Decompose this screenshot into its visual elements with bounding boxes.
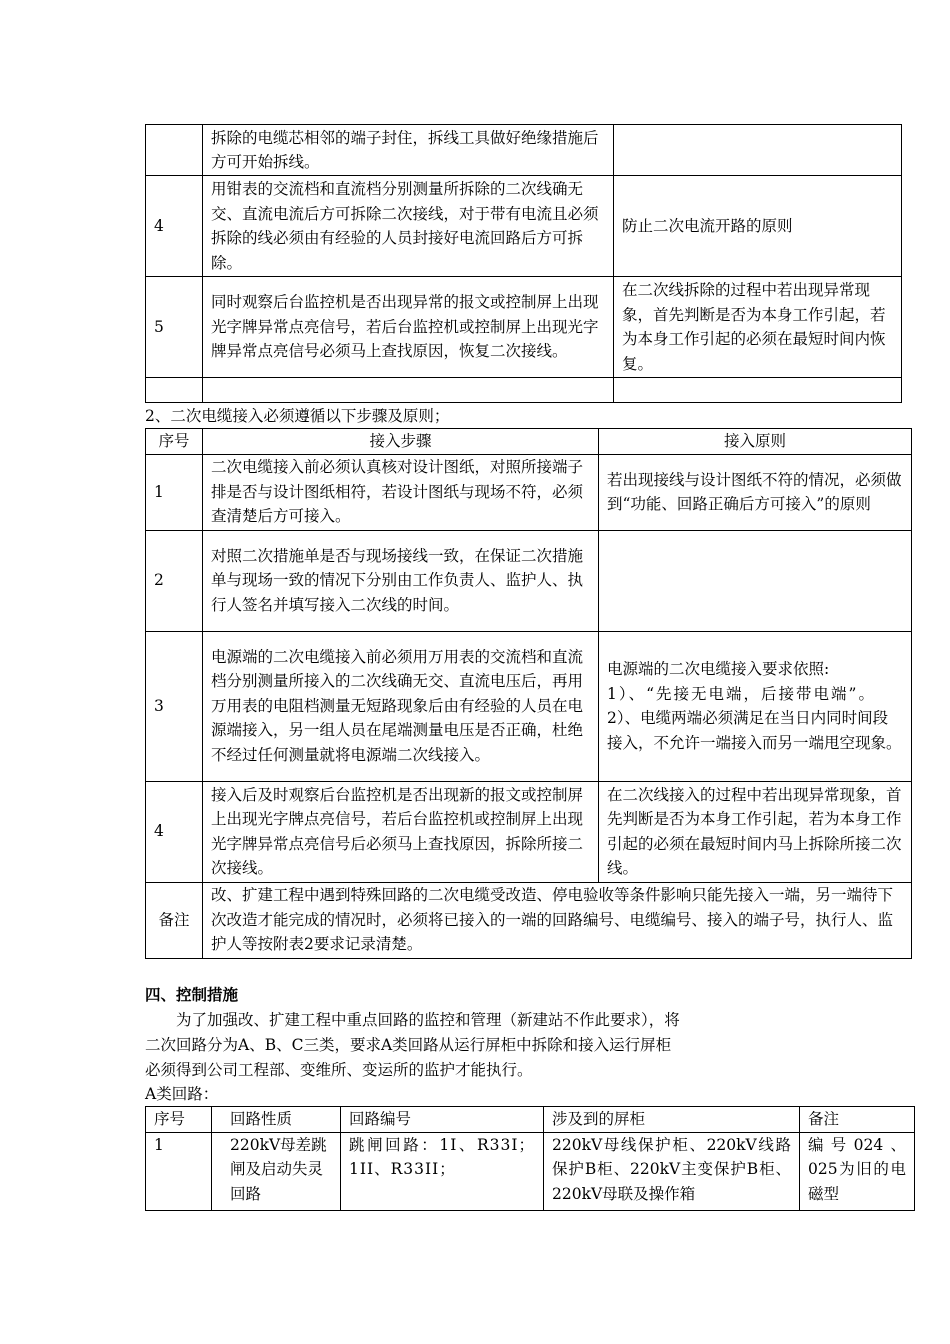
principle-cell: 若出现接线与设计图纸不符的情况，必须做到“功能、回路正确后方可接入”的原则 bbox=[599, 454, 912, 530]
table-header-row bbox=[146, 429, 912, 455]
principle-cell bbox=[614, 125, 902, 176]
header-step: 接入步骤 bbox=[203, 429, 599, 455]
step-cell: 电源端的二次电缆接入前必须用万用表的交流档和直流档分别测量所接入的二次线确无交、直流电压后，再用万用表的电阻档测量无短路现象后由有经验的人员在电源端接入，另一组人员在尾端测量电压是否正确，杜绝不经过任何测量就将电源端二次线接入。 bbox=[203, 631, 599, 781]
row-number: 4 bbox=[146, 781, 203, 882]
principle-cell: 在二次线接入的过程中若出现异常现象，首先判断是否为本身工作引起，若为本身工作引起的必须在最短时间内马上拆除所接二次线。 bbox=[599, 781, 912, 882]
row-number: 4 bbox=[146, 176, 203, 277]
paragraph-line: 必须得到公司工程部、变维所、变运所的监护才能执行。 bbox=[145, 1061, 533, 1079]
nature-cell: 220kV母差跳闸及启动失灵回路 bbox=[212, 1132, 341, 1210]
remark-label: 备注 bbox=[146, 882, 203, 958]
section-4-title: 四、控制措施 bbox=[145, 986, 239, 1004]
header-no: 序号 bbox=[146, 429, 203, 455]
principle-cell: 在二次线拆除的过程中若出现异常现象，首先判断是否为本身工作引起，若为本身工作引起的必须在最短时间内恢复。 bbox=[614, 277, 902, 378]
step-cell: 二次电缆接入前必须认真核对设计图纸，对照所接端子排是否与设计图纸相符，若设计图纸与现场不符，必须查清楚后方可接入。 bbox=[203, 454, 599, 530]
step-cell: 用钳表的交流档和直流档分别测量所拆除的二次线确无交、直流电流后方可拆除二次接线，对于带有电流且必须拆除的线必须由有经验的人员封接好电流回路后方可拆除。 bbox=[203, 176, 614, 277]
principle-cell: 防止二次电流开路的原则 bbox=[614, 176, 902, 277]
principle-cell bbox=[599, 631, 912, 781]
table-row bbox=[146, 781, 912, 882]
table-row bbox=[146, 1132, 915, 1210]
a-class-circuits-table bbox=[145, 1106, 915, 1211]
principle-line: 电源端的二次电缆接入要求依照: bbox=[607, 660, 830, 678]
table-row bbox=[146, 176, 902, 277]
row-number bbox=[146, 378, 203, 403]
row-number bbox=[146, 125, 203, 176]
table-row bbox=[146, 125, 902, 176]
table-row bbox=[146, 454, 912, 530]
header-remark: 备注 bbox=[800, 1107, 915, 1133]
header-nature: 回路性质 bbox=[212, 1107, 341, 1133]
table-row bbox=[146, 631, 912, 781]
table-row bbox=[146, 378, 902, 403]
step-cell: 对照二次措施单是否与现场接线一致，在保证二次措施单与现场一致的情况下分别由工作负责人、监护人、执行人签名并填写接入二次线的时间。 bbox=[203, 530, 599, 631]
principle-cell bbox=[599, 530, 912, 631]
row-number: 3 bbox=[146, 631, 203, 781]
paragraph-line: 为了加强改、扩建工程中重点回路的监控和管理（新建站不作此要求），将 bbox=[176, 1011, 680, 1029]
row-number: 1 bbox=[146, 1132, 212, 1210]
a-class-label: A类回路： bbox=[145, 1085, 219, 1103]
connection-steps-table bbox=[145, 428, 912, 959]
header-cabinet: 涉及到的屏柜 bbox=[544, 1107, 800, 1133]
step-cell: 拆除的电缆芯相邻的端子封住，拆线工具做好绝缘措施后方可开始拆线。 bbox=[203, 125, 614, 176]
row-number: 2 bbox=[146, 530, 203, 631]
row-number: 1 bbox=[146, 454, 203, 530]
paragraph-line: 二次回路分为A、B、C三类，要求A类回路从运行屏柜中拆除和接入运行屏柜 bbox=[145, 1036, 672, 1054]
row-number: 5 bbox=[146, 277, 203, 378]
step-cell: 同时观察后台监控机是否出现异常的报文或控制屏上出现光字牌异常点亮信号，若后台监控机或控制屏上出现光字牌异常点亮信号必须马上查找原因，恢复二次接线。 bbox=[203, 277, 614, 378]
principle-cell bbox=[614, 378, 902, 403]
table-row bbox=[146, 530, 912, 631]
principle-line: 1）、“先接无电端，后接带电端”。 bbox=[607, 684, 876, 703]
step-cell bbox=[203, 378, 614, 403]
section-2-title: 2、二次电缆接入必须遵循以下步骤及原则； bbox=[145, 407, 450, 425]
remark-cell: 编号024、025为旧的电磁型 bbox=[800, 1132, 915, 1210]
step-cell: 接入后及时观察后台监控机是否出现新的报文或控制屏上出现光字牌点亮信号，若后台监控机或控制屏上出现光字牌异常点亮信号后必须马上查找原因，拆除所接二次接线。 bbox=[203, 781, 599, 882]
table-header-row bbox=[146, 1107, 915, 1133]
header-principle: 接入原则 bbox=[599, 429, 912, 455]
principle-line: 2）、电缆两端必须满足在当日内同时间段接入，不允许一端接入而另一端甩空现象。 bbox=[607, 709, 902, 752]
table-row bbox=[146, 277, 902, 378]
header-no: 序号 bbox=[146, 1107, 212, 1133]
header-code: 回路编号 bbox=[341, 1107, 544, 1133]
remark-cell: 改、扩建工程中遇到特殊回路的二次电缆受改造、停电验收等条件影响只能先接入一端，另一端待下次改造才能完成的情况时，必须将已接入的一端的回路编号、电缆编号、接入的端子号，执行人、监护人等按附表2要求记录清楚。 bbox=[203, 882, 912, 958]
code-cell: 跳闸回路：1I、R33I；1II、R33II； bbox=[341, 1132, 544, 1210]
dismantle-steps-table bbox=[145, 124, 902, 403]
cabinet-cell: 220kV母线保护柜、220kV线路保护B柜、220kV主变保护B柜、220kV母联及操作箱 bbox=[544, 1132, 800, 1210]
remark-row bbox=[146, 882, 912, 958]
